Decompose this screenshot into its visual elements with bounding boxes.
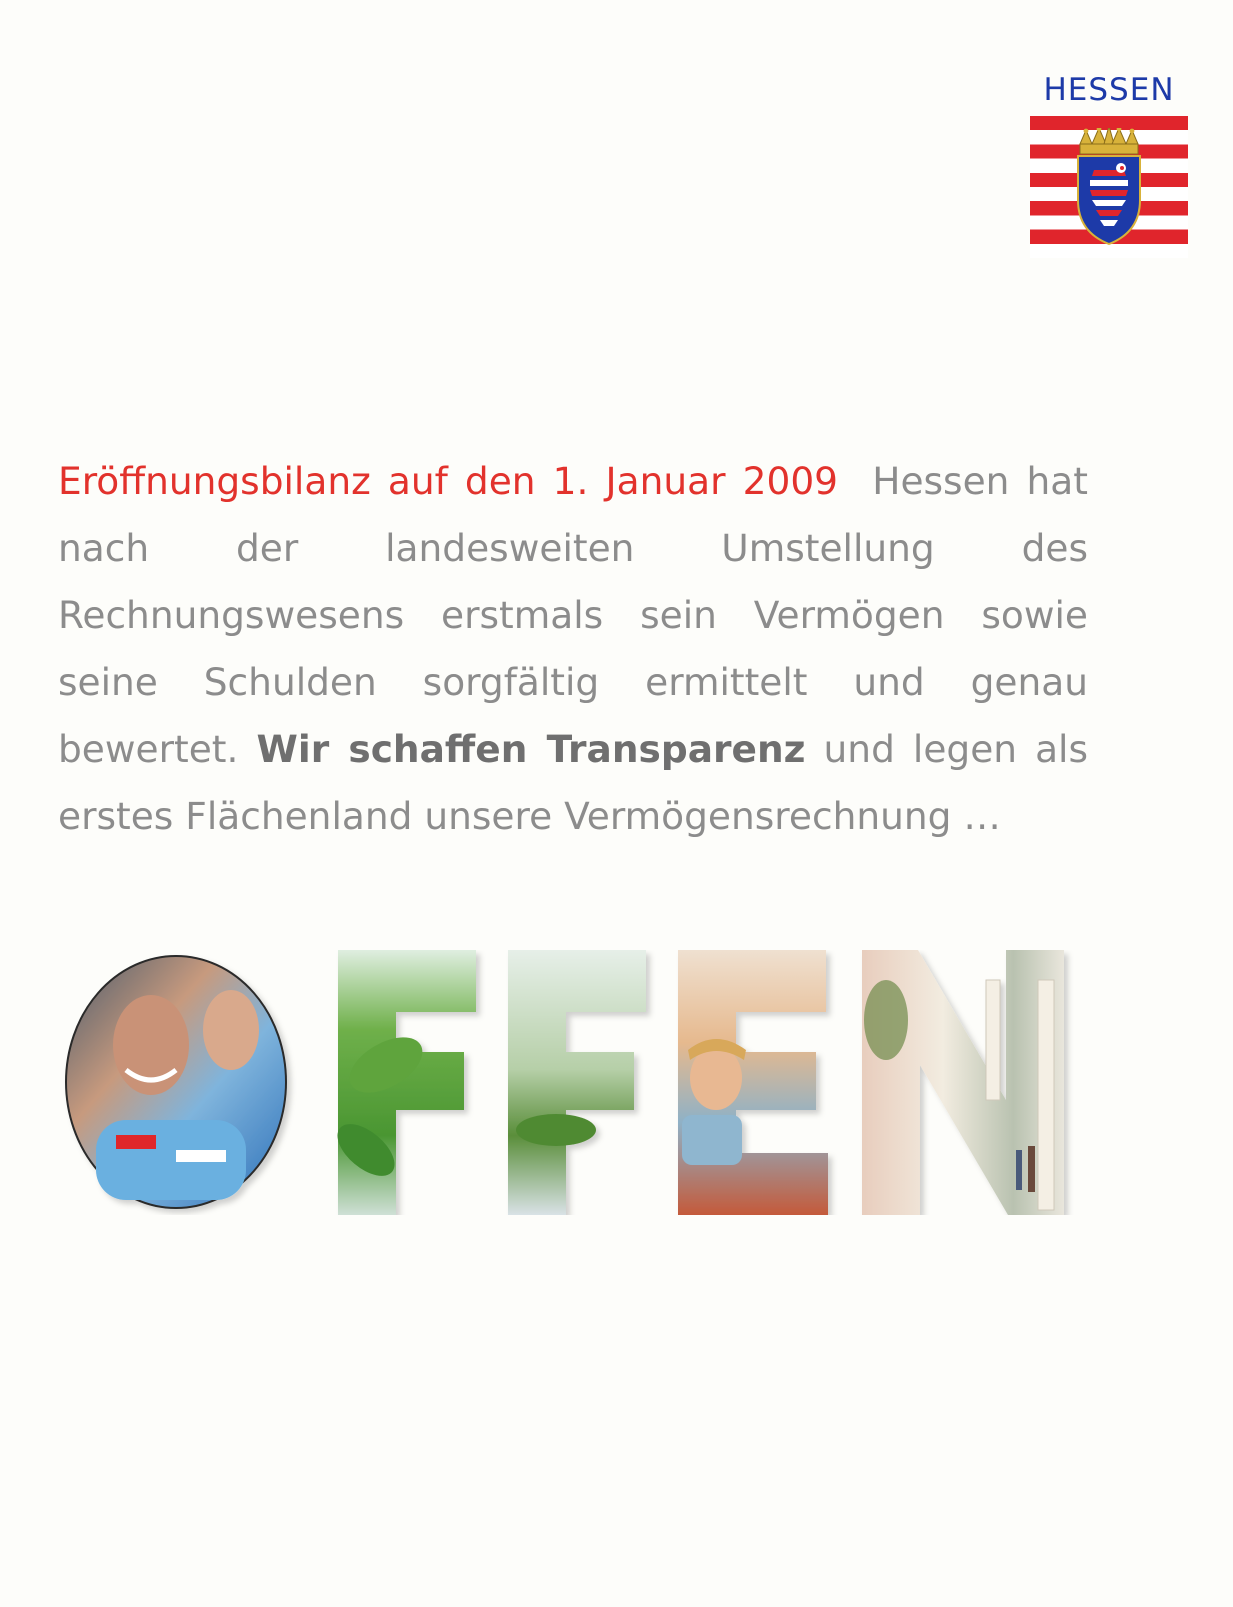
letter-f1-basil-photo xyxy=(328,950,476,1215)
intro-emphasis: Wir schaffen Transparenz xyxy=(256,727,806,771)
hessen-coat-of-arms-icon xyxy=(1074,128,1144,246)
letter-e-boy-photo xyxy=(678,950,828,1215)
letter-o-footballers-photo xyxy=(66,956,286,1208)
logo-wordmark: HESSEN xyxy=(1043,72,1175,108)
offen-letters xyxy=(56,950,1096,1215)
offen-hero xyxy=(56,950,1096,1215)
intro-paragraph xyxy=(58,448,1088,850)
logo-stripes xyxy=(1030,116,1188,258)
intro-text-2: und legen als erstes Flächenland unsere Vermögensrechnung … xyxy=(58,727,1089,838)
letter-f2-herbs-photo xyxy=(508,950,646,1215)
hessen-logo xyxy=(1030,72,1188,258)
letter-n-colonnade-photo xyxy=(862,950,1064,1215)
intro-headline: Eröffnungsbilanz auf den 1. Januar 2009 xyxy=(58,459,839,503)
intro-text-1: Hessen hat nach der landesweiten Umstellung des Rechnungswesens erstmals sein Vermögen sowie seine Schulden sorgfältig ermittelt und genau bewertet. xyxy=(58,459,1088,771)
